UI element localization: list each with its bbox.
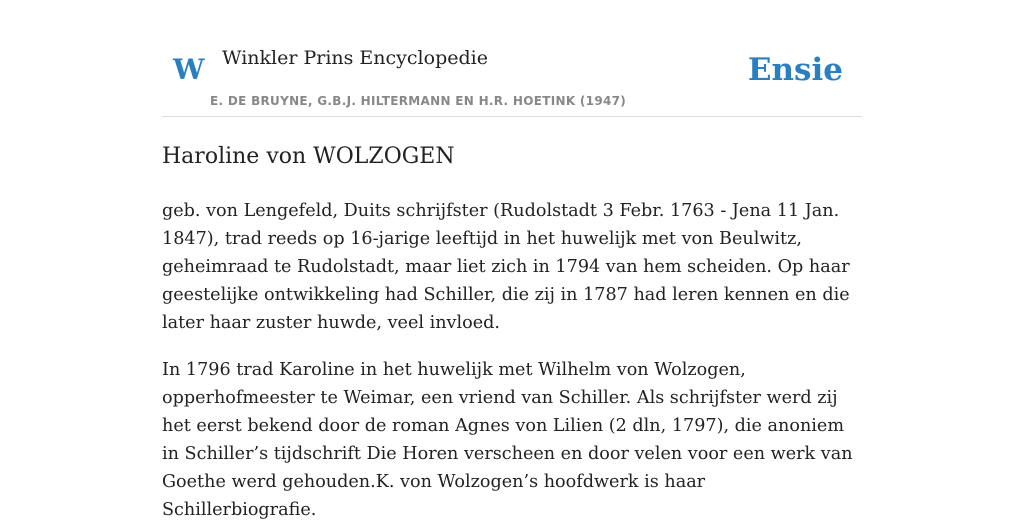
article-card bbox=[162, 0, 862, 520]
source-title[interactable]: Winkler Prins Encyclopedie bbox=[222, 47, 488, 69]
article-paragraph: In 1796 trad Karoline in het huwelijk met Wilhelm von Wolzogen, opperhofmeester te Weimar, een vriend van Schiller. Als schrijfster werd zij het eerst bekend door de roman Agnes von Lilien (2 dln, 1797), die anoniem in Schiller’s tijdschrift Die Horen verscheen en door velen voor een werk van Goethe werd gehouden.K. von Wolzogen’s hoofdwerk is haar Schillerbiografie. bbox=[162, 360, 853, 520]
header bbox=[162, 0, 862, 117]
article-paragraph: geb. von Lengefeld, Duits schrijfster (Rudolstadt 3 Febr. 1763 - Jena 11 Jan. 1847), trad reeds op 16-jarige leeftijd in het huwelijk met von Beulwitz, geheimraad te Rudolstadt, maar liet zich in 1794 van hem scheiden. Op haar geestelijke ontwikkeling had Schiller, die zij in 1787 had leren kennen en die later haar zuster huwde, veel invloed. bbox=[162, 201, 850, 333]
source-logo-icon[interactable]: W bbox=[173, 53, 205, 86]
article-title: Haroline von WOLZOGEN bbox=[162, 144, 455, 169]
ensie-logo[interactable]: Ensie bbox=[747, 52, 843, 88]
source-authors: E. DE BRUYNE, G.B.J. HILTERMANN EN H.R. HOETINK (1947) bbox=[210, 94, 627, 108]
